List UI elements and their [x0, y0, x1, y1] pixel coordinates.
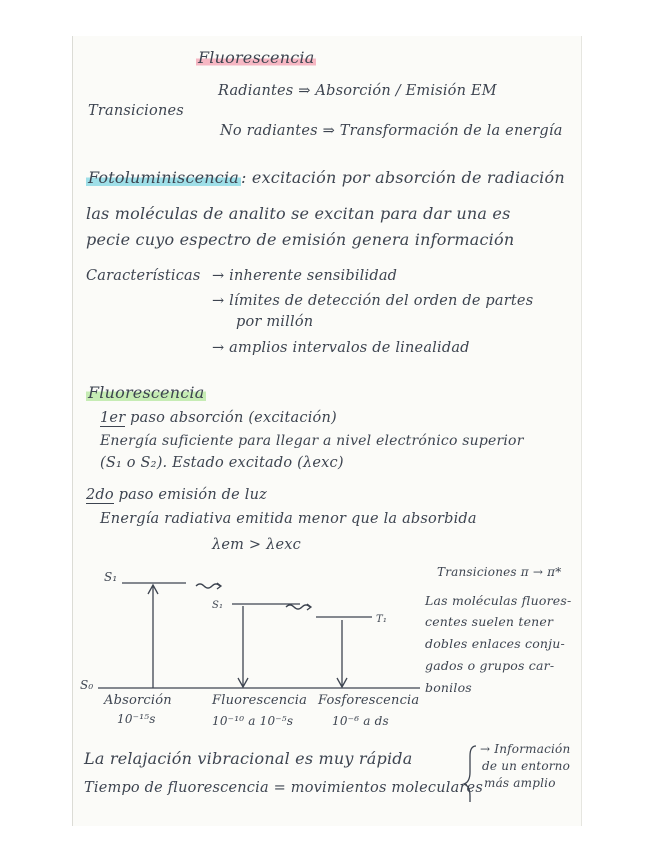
fotoluminiscencia-line3: pecie cuyo espectro de emisión genera información	[86, 230, 515, 249]
side-note-line: centes suelen tener	[425, 614, 554, 629]
wavy-arrowhead-2	[307, 604, 311, 610]
footer-line2: Tiempo de fluorescencia = movimientos moleculares	[84, 780, 483, 796]
s0-label: S₀	[80, 678, 94, 692]
caracteristica-item: → inherente sensibilidad	[212, 268, 398, 284]
step1-line1: Energía suficiente para llegar a nivel electrónico superior	[100, 433, 524, 449]
side-note-line: Las moléculas fluores-	[425, 593, 572, 608]
caracteristica-item: por millón	[236, 314, 314, 330]
s1-label: S₁	[104, 570, 118, 584]
fosforescencia-time: 10⁻⁶ a ds	[332, 714, 389, 728]
s1b-label: S₁	[212, 600, 224, 611]
side-note-title: Transiciones π → π*	[437, 565, 562, 579]
step2-line1: Energía radiativa emitida menor que la absorbida	[100, 511, 477, 527]
brace-note-line: más amplio	[484, 776, 556, 790]
t1-label: T₁	[376, 614, 388, 625]
brace-note-line: de un entorno	[482, 759, 571, 773]
fotoluminiscencia-term: Fotoluminiscencia	[88, 168, 240, 187]
fluorescencia-label: Fluorescencia	[212, 693, 308, 708]
step1-title: 1er paso absorción (excitación)	[100, 410, 337, 426]
absorcion-time: 10⁻¹⁵s	[117, 712, 156, 726]
side-note-line: dobles enlaces conju-	[425, 636, 565, 651]
wavy-arrow-2	[286, 605, 310, 609]
fosforescencia-label: Fosforescencia	[318, 693, 420, 708]
footer-line1: La relajación vibracional es muy rápida	[84, 749, 413, 768]
caracteristica-item: → amplios intervalos de linealidad	[212, 340, 470, 356]
wavy-arrowhead-1	[217, 583, 221, 589]
step1-line2: (S₁ o S₂). Estado excitado (λexc)	[100, 455, 344, 471]
caracteristica-item: → límites de detección del orden de partes	[212, 293, 534, 309]
fluorescencia-heading: Fluorescencia	[88, 383, 205, 402]
wavy-arrow-1	[196, 584, 220, 588]
caracteristicas-label: Características	[86, 268, 201, 284]
fluorescencia-time: 10⁻¹⁰ a 10⁻⁵s	[212, 714, 294, 728]
side-note-line: bonilos	[425, 680, 472, 695]
radiantes-line: Radiantes ⇒ Absorción / Emisión EM	[218, 83, 497, 99]
absorcion-label: Absorción	[104, 693, 172, 708]
brace-note-line: → Información	[480, 742, 571, 756]
side-note-line: gados o grupos car-	[425, 658, 555, 673]
transiciones-label: Transiciones	[88, 103, 184, 119]
page-title: Fluorescencia	[198, 48, 315, 67]
step2-title: 2do paso emisión de luz	[86, 487, 267, 503]
wavelength-relation: λem > λexc	[212, 537, 301, 553]
fotoluminiscencia-line2: las moléculas de analito se excitan para dar una es	[86, 204, 511, 223]
fotoluminiscencia-definition: Fotoluminiscencia : excitación por absorción de radiación	[88, 168, 565, 187]
no-radiantes-line: No radiantes ⇒ Transformación de la energía	[220, 123, 563, 139]
